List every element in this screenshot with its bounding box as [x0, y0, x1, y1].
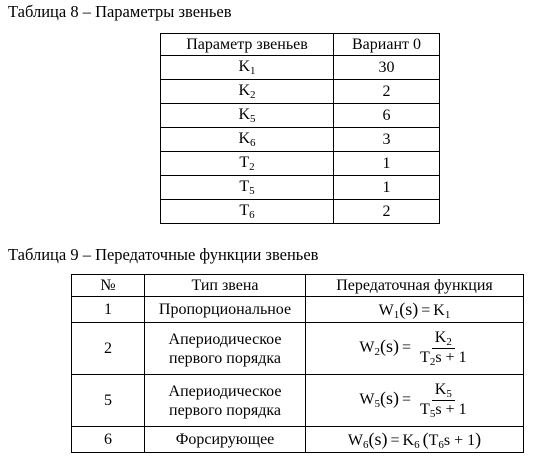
- numerator: [432, 329, 455, 349]
- number-cell: 2: [72, 323, 145, 375]
- w-symbol: W: [378, 302, 394, 319]
- parameter-cell: [161, 80, 334, 104]
- denominator: [417, 349, 470, 368]
- w-subscript: 1: [393, 309, 400, 321]
- table-9-caption: Таблица 9 – Передаточные функции звеньев: [8, 245, 319, 264]
- table-row: [161, 104, 440, 128]
- t-symbol: T: [420, 401, 430, 418]
- argument: (s): [368, 429, 388, 449]
- value-cell: 2: [334, 200, 440, 224]
- parameter-subscript: 5: [249, 185, 255, 197]
- parameter-subscript: 2: [249, 161, 255, 173]
- parameter-symbol: K: [238, 106, 251, 123]
- k-subscript: 5: [446, 388, 452, 400]
- numerator: [432, 381, 455, 401]
- k-subscript: 2: [446, 336, 452, 348]
- link-type-line: первого порядка: [169, 401, 281, 419]
- value-cell: 1: [334, 176, 440, 200]
- t-symbol: T: [420, 349, 430, 366]
- parameter-symbol: K: [238, 82, 251, 99]
- transfer-function-cell: [306, 323, 524, 375]
- k-symbol: K: [433, 302, 445, 319]
- table-row: [161, 200, 440, 224]
- transfer-function: [359, 329, 469, 368]
- parameter-subscript: 6: [249, 209, 255, 221]
- parameter-symbol: K: [238, 130, 251, 147]
- header-parameter: Параметр звеньев: [161, 34, 334, 56]
- equals-sign: =: [421, 302, 431, 319]
- table-header-row: [161, 34, 440, 56]
- close-paren: ): [475, 429, 482, 449]
- parameter-cell: [161, 152, 334, 176]
- parameter-symbol: T: [239, 154, 250, 171]
- transfer-function-cell: [306, 427, 524, 453]
- transfer-function-cell: [306, 297, 524, 323]
- k-subscript: 1: [444, 309, 451, 321]
- w-symbol: W: [359, 391, 375, 409]
- t-subscript: 5: [429, 408, 436, 420]
- parameter-subscript: 1: [250, 65, 256, 77]
- k-symbol: K: [402, 432, 415, 449]
- parameter-subscript: 5: [250, 113, 256, 125]
- number-cell: 1: [72, 297, 145, 323]
- table-row: [161, 176, 440, 200]
- table-row: [72, 375, 524, 427]
- k-symbol: K: [434, 381, 447, 398]
- link-type-line: Апериодическое: [168, 382, 282, 400]
- table-row: [161, 80, 440, 104]
- value-cell: 2: [334, 80, 440, 104]
- denominator-tail: s + 1: [435, 349, 467, 366]
- k-subscript: 6: [414, 439, 420, 451]
- parameter-cell: [161, 200, 334, 224]
- w-subscript: 5: [374, 398, 381, 411]
- link-type-cell: [145, 297, 306, 323]
- w-subscript: 2: [374, 346, 381, 359]
- parameter-symbol: K: [238, 58, 251, 75]
- table-row: [161, 56, 440, 80]
- transfer-function: [359, 381, 469, 420]
- equals-sign: =: [390, 432, 400, 449]
- open-paren: (: [422, 429, 429, 449]
- header-variant: Вариант 0: [334, 34, 440, 56]
- table-row: [72, 427, 524, 453]
- parameter-cell: [161, 128, 334, 152]
- transfer-functions-table: [71, 274, 524, 453]
- transfer-function: [378, 299, 451, 321]
- argument: (s): [380, 336, 400, 357]
- fraction: [417, 329, 470, 368]
- link-type-line: Пропорциональное: [158, 300, 292, 318]
- parameters-table: [160, 33, 440, 224]
- number-cell: 5: [72, 375, 145, 427]
- value-cell: 3: [334, 128, 440, 152]
- w-symbol: W: [347, 432, 363, 449]
- table-row: [72, 323, 524, 375]
- equals-sign: =: [402, 339, 412, 357]
- t-subscript: 6: [438, 439, 444, 451]
- transfer-function: [347, 429, 482, 451]
- argument: (s): [399, 299, 419, 319]
- parameter-symbol: T: [239, 202, 250, 219]
- fraction: [417, 381, 470, 420]
- link-type-line: первого порядка: [169, 349, 281, 367]
- header-link-type: Тип звена: [145, 275, 306, 297]
- parameter-subscript: 2: [250, 89, 256, 101]
- equals-sign: =: [402, 391, 412, 409]
- w-symbol: W: [359, 339, 375, 357]
- header-number: №: [72, 275, 145, 297]
- parameter-symbol: T: [239, 178, 250, 195]
- t-symbol: T: [428, 432, 439, 449]
- parameter-cell: [161, 104, 334, 128]
- link-type-cell: [145, 323, 306, 375]
- paren-tail: s + 1: [443, 432, 476, 449]
- denominator: [417, 401, 470, 420]
- denominator-tail: s + 1: [435, 401, 467, 418]
- transfer-function-cell: [306, 375, 524, 427]
- header-transfer-function: Передаточная функция: [306, 275, 524, 297]
- argument: (s): [380, 388, 400, 409]
- w-subscript: 6: [362, 439, 369, 451]
- value-cell: 30: [334, 56, 440, 80]
- value-cell: 6: [334, 104, 440, 128]
- value-cell: 1: [334, 152, 440, 176]
- number-cell: 6: [72, 427, 145, 453]
- table-row: [161, 128, 440, 152]
- link-type-cell: [145, 427, 306, 453]
- table-row: [72, 297, 524, 323]
- link-type-cell: [145, 375, 306, 427]
- parameter-subscript: 6: [250, 137, 256, 149]
- parameter-cell: [161, 56, 334, 80]
- table-header-row: [72, 275, 524, 297]
- table-row: [161, 152, 440, 176]
- table-8-caption: Таблица 8 – Параметры звеньев: [8, 2, 232, 21]
- parameter-cell: [161, 176, 334, 200]
- link-type-line: Апериодическое: [168, 330, 282, 348]
- link-type-line: Форсирующее: [175, 430, 275, 448]
- t-subscript: 2: [429, 356, 436, 368]
- k-symbol: K: [434, 329, 447, 346]
